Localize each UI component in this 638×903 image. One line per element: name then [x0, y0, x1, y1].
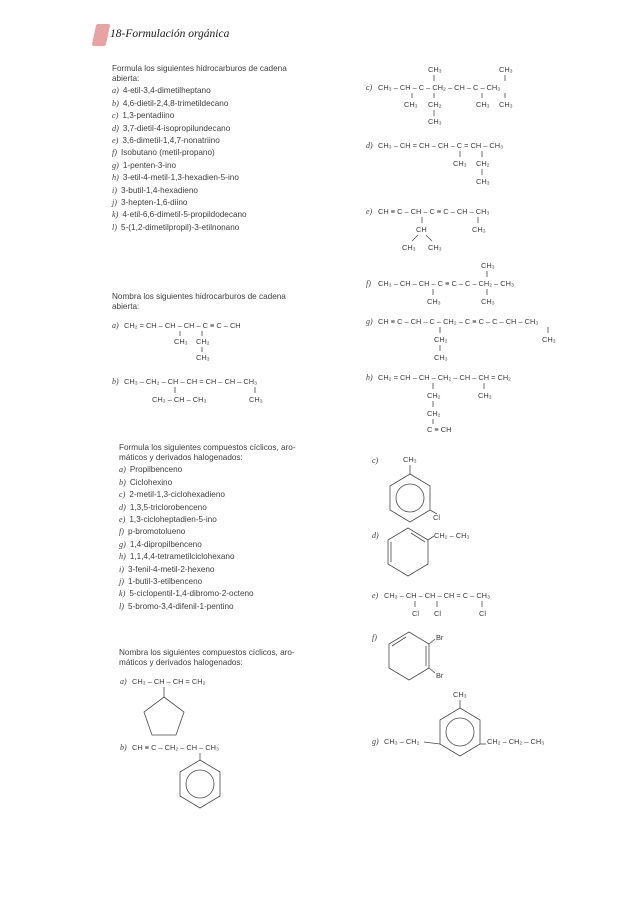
svg-text:f): f) [372, 633, 377, 642]
formula-r-d [366, 141, 503, 186]
svg-text:b): b) [120, 743, 127, 752]
svg-text:CH₂: CH₂ [428, 100, 442, 109]
svg-text:Br: Br [436, 633, 444, 642]
svg-text:CH₃: CH₃ [428, 65, 442, 74]
svg-text:CH₃ – CH = CH – CH – C = CH –: CH₃ – CH = CH – CH – C = CH – CH₃ [378, 141, 504, 150]
svg-text:CH₃: CH₃ [428, 243, 442, 252]
formula-cyclic-f [372, 632, 444, 680]
list-item: j) 1-butil-3-etilbenceno [119, 577, 203, 587]
svg-text:CH₂ = CH – CH – CH₂ – CH – CH: CH₂ = CH – CH – CH₂ – CH – CH = CH₂ [378, 373, 512, 382]
svg-text:d): d) [372, 531, 379, 540]
svg-text:CH₂: CH₂ [427, 391, 441, 400]
formula-s4-a [120, 677, 206, 735]
formula-cyclic-g [372, 690, 544, 756]
svg-text:b): b) [112, 377, 119, 386]
list-item: b) Ciclohexino [119, 477, 173, 487]
formula-r-e [366, 207, 489, 252]
svg-text:CH₃ – CH – CH₃: CH₃ – CH – CH₃ [152, 395, 207, 404]
svg-text:f): f) [366, 279, 371, 288]
svg-text:CH₃: CH₃ [499, 65, 513, 74]
svg-text:a): a) [120, 677, 127, 686]
svg-text:CH₃: CH₃ [428, 117, 442, 126]
svg-text:Cl: Cl [433, 513, 440, 522]
svg-text:CH₃: CH₃ [542, 335, 556, 344]
svg-text:CH₃: CH₃ [403, 455, 417, 464]
svg-text:Cl: Cl [412, 609, 419, 618]
svg-text:CH₃: CH₃ [478, 391, 492, 400]
list-item: i) 3-fenil-4-metil-2-hexeno [119, 564, 215, 574]
list-item: c) 2-metil-1,3-ciclohexadieno [119, 490, 225, 500]
svg-text:CH₃: CH₃ [453, 159, 467, 168]
svg-text:CH₃: CH₃ [402, 243, 416, 252]
formula-r-g [366, 317, 556, 362]
svg-text:g): g) [372, 737, 379, 746]
svg-text:Cl: Cl [479, 609, 486, 618]
list-item: a) 4-etil-3,4-dimetilheptano [112, 86, 211, 96]
section-heading: Formula los siguientes hidrocarburos de cadena abierta: [112, 64, 287, 84]
svg-text:CH ≡ C – CH – C – CH₂ – C ≡ C: CH ≡ C – CH – C – CH₂ – C ≡ C – C – CH – CH₃ [378, 317, 539, 326]
svg-text:d): d) [366, 141, 373, 150]
section-heading: Nombra los siguientes compuestos cíclicos, aro- máticos y derivados halogenados: [119, 648, 295, 668]
list-item: a) Propilbenceno [119, 465, 183, 475]
svg-text:c): c) [372, 456, 379, 465]
svg-text:CH₃: CH₃ [249, 395, 263, 404]
list-item: l) 5-bromo-3,4-difenil-1-pentino [119, 601, 234, 611]
svg-text:CH ≡ C – CH – C ≡ C – CH – CH₃: CH ≡ C – CH – C ≡ C – CH – CH₃ [378, 207, 490, 216]
list-item: j) 3-hepten-1,6-diino [112, 198, 188, 208]
list-item: c) 1,3-pentadiino [112, 111, 175, 121]
svg-text:a): a) [112, 321, 119, 330]
list-item: f) Isobutano (metil-propano) [112, 148, 215, 158]
svg-text:CH₂: CH₂ [434, 335, 448, 344]
svg-text:CH₃: CH₃ [499, 100, 513, 109]
svg-text:CH: CH [416, 225, 427, 234]
svg-text:g): g) [366, 317, 373, 326]
svg-text:CH₃: CH₃ [453, 690, 467, 699]
section-heading: Nombra los siguientes hidrocarburos de cadena abierta: [112, 292, 286, 312]
svg-text:CH₃ – CH – CH – C ≡ C – C – CH: CH₃ – CH – CH – C ≡ C – C – CH₂ – CH₃ [378, 279, 514, 288]
list-item: g) 1,4-dipropilbenceno [119, 539, 202, 549]
svg-text:CH₃: CH₃ [476, 177, 490, 186]
svg-text:CH₃: CH₃ [196, 353, 210, 362]
svg-text:CH₃ – CH – C – CH₂ – CH – C –: CH₃ – CH – C – CH₂ – CH – C – CH₃ [378, 83, 501, 92]
formula-cyclic-e [372, 591, 490, 618]
svg-text:CH ≡ C – CH₂ – CH – CH₃: CH ≡ C – CH₂ – CH – CH₃ [132, 743, 219, 752]
section-heading: Formula los siguientes compuestos cíclicos, aro- máticos y derivados halogenados: [119, 443, 296, 463]
svg-text:CH₂ – CH₂ – CH₃: CH₂ – CH₂ – CH₃ [487, 737, 545, 746]
svg-text:Br: Br [436, 671, 444, 680]
svg-text:CH₃: CH₃ [476, 100, 490, 109]
formula-r-h [366, 373, 511, 434]
svg-text:CH₃ – CH₂ – CH – CH = CH – CH: CH₃ – CH₂ – CH – CH = CH – CH – CH₃ [124, 377, 258, 386]
list-item: k) 5-ciclopentil-1,4-dibromo-2-octeno [119, 589, 254, 599]
svg-text:CH₃ – CH₂: CH₃ – CH₂ [384, 737, 420, 746]
svg-text:CH₂ – CH₃: CH₂ – CH₃ [434, 531, 470, 540]
svg-text:CH₃: CH₃ [472, 225, 486, 234]
svg-text:CH₂: CH₂ [427, 409, 441, 418]
formula-r-f [366, 261, 514, 306]
svg-text:CH₃ – CH – CH – CH = C – CH₃: CH₃ – CH – CH – CH = C – CH₃ [384, 591, 491, 600]
list-item: i) 3-butil-1,4-hexadieno [112, 185, 198, 195]
svg-text:CH₃: CH₃ [174, 337, 188, 346]
svg-text:CH₃ – CH – CH = CH₂: CH₃ – CH – CH = CH₂ [132, 677, 206, 686]
svg-text:e): e) [372, 591, 379, 600]
svg-text:e): e) [366, 207, 373, 216]
svg-text:Cl: Cl [434, 609, 441, 618]
svg-text:c): c) [366, 83, 373, 92]
page-title: 18-Formulación orgánica [110, 28, 230, 40]
list-item: h) 1,1,4,4-tetrametilciclohexano [119, 552, 235, 562]
svg-text:C ≡ CH: C ≡ CH [427, 425, 452, 434]
svg-text:CH₂: CH₂ [196, 337, 210, 346]
list-item: g) 1-penten-3-ino [112, 160, 177, 170]
formula-cyclic-c [372, 455, 440, 522]
list-item: d) 1,3,5-triclorobenceno [119, 502, 207, 512]
svg-text:CH₃: CH₃ [481, 297, 495, 306]
list-item: e) 3,6-dimetil-1,4,7-nonatriino [112, 136, 220, 146]
list-item: f) p-bromotolueno [119, 527, 186, 537]
svg-text:CH₃: CH₃ [427, 297, 441, 306]
formula-s2-a [112, 321, 241, 362]
formula-s2-b [112, 377, 263, 404]
list-item: h) 3-etil-4-metil-1,3-hexadien-5-ino [112, 173, 239, 183]
svg-text:CH₂: CH₂ [476, 159, 490, 168]
list-item: b) 4,6-dietil-2,4,8-trimetildecano [112, 98, 229, 108]
list-item: e) 1,3-cicloheptadien-5-ino [119, 515, 217, 525]
list-item: d) 3,7-dietil-4-isopropilundecano [112, 123, 231, 133]
svg-text:CH₃: CH₃ [481, 261, 495, 270]
formula-cyclic-d [372, 528, 469, 576]
svg-text:CH₂ = CH – CH – CH – C ≡ C – C: CH₂ = CH – CH – CH – C ≡ C – CH [124, 321, 241, 330]
svg-text:CH₃: CH₃ [404, 100, 418, 109]
svg-text:h): h) [366, 373, 373, 382]
formula-r-c [366, 65, 513, 126]
list-item: k) 4-etil-6,6-dimetil-5-propildodecano [112, 210, 247, 220]
list-item: l) 5-(1,2-dimetilpropil)-3-etilnonano [112, 222, 240, 232]
formula-s4-b [120, 743, 220, 808]
svg-text:CH₃: CH₃ [434, 353, 448, 362]
